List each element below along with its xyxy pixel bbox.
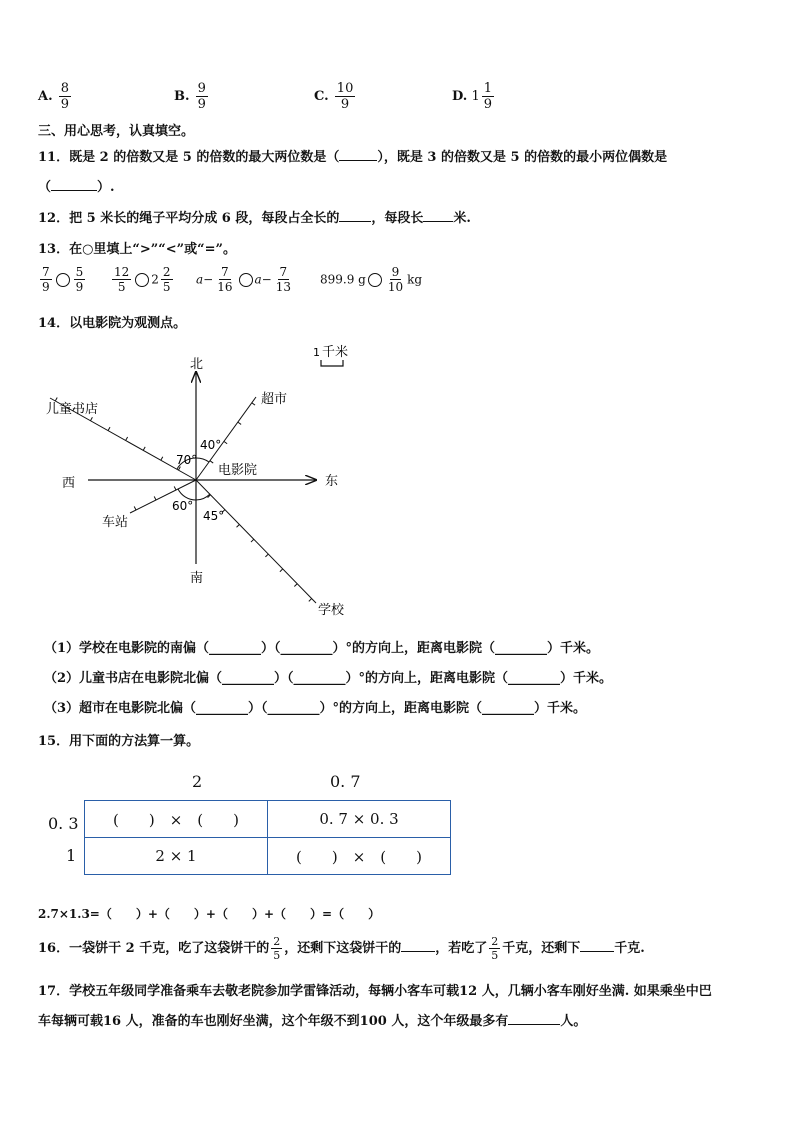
fraction: $\frac{8}{9}$ [60,81,70,112]
ray-tick [55,397,57,400]
q13-expr-2: $\frac{12}{5}$ 2 $\frac{2}{5}$ [114,265,171,294]
grid-cell: 0. 7 × 0. 3 [268,801,451,838]
grid-cell: 2 × 1 [85,838,268,875]
question-11-line1: 11．既是 2 的倍数又是 5 的倍数的最大两位数是（ ），既是 3 的倍数又是 5 的倍数的最小两位偶数是 [38,150,668,165]
q13-expr-4: 899.9 g $\frac{9}{10}$ kg [320,265,423,294]
ray-tick [265,554,268,557]
q13-expr-1: $\frac{7}{9}$ $\frac{5}{9}$ [42,265,84,294]
q14-sub-2: （2）儿童书店在电影院北偏（________）（________）°的方向上，距离电影院（________）千米。 [44,671,613,686]
label-center: 电影院 [218,463,258,478]
question-12: 12．把 5 米长的绳子平均分成 6 段，每段占全长的 ，每段长 米. [38,211,471,226]
ray-tick [238,422,241,424]
ray-tick [108,427,110,430]
q14-sub-1: （1）学校在电影院的南偏（________）（________）°的方向上，距离电影院（________）千米。 [44,641,600,656]
label-east: 东 [325,474,339,489]
grid-cell[interactable]: ( ) × ( ) [85,801,268,838]
question-17-line2: 车每辆可载16 人，准备的车也刚好坐满，这个年级不到100 人，这个年级最多有 人。 [38,1014,587,1029]
option-label: C. [314,89,329,104]
option-label: A. [38,89,53,104]
label-school: 学校 [318,603,345,618]
ray-tick [237,524,240,527]
question-16: 16．一袋饼干 2 千克，吃了这袋饼干的 $\frac{2}{5}$ ，还剩下这袋饼干的 ，若吃了 $\frac{2}{5}$ 千克，还剩下 千克. [38,935,645,962]
label-supermarket: 超市 [261,392,288,407]
question-11-line2: （ ）. [38,180,115,195]
ray-school [196,480,316,603]
answer-blank[interactable] [580,951,614,952]
whole-part: 1 [471,89,480,104]
grid-cell[interactable]: ( ) × ( ) [268,838,451,875]
ray-tick [161,457,163,460]
question-13-title: 13．在○里填上“>”“<”或“=”。 [38,242,236,257]
label-angle-45: 45° [203,509,225,523]
ray-tick [251,539,254,542]
angle-arc-40 [196,458,209,462]
q14-sub-3: （3）超市在电影院北偏（________）（________）°的方向上，距离电影院（________）千米。 [44,701,587,716]
scale-unit: 千米 [322,345,349,360]
label-bookstore: 儿童书店 [46,402,99,417]
ray-tick [90,417,92,420]
scale-bar [321,360,343,366]
label-angle-70: 70° [176,453,198,467]
fraction: $\frac{1}{9}$ [483,81,493,112]
ray-tick [252,403,255,405]
ray-tick [210,461,213,463]
ray-tick [280,569,283,572]
ray-tick [154,496,156,500]
q15-equation: 2.7×1.3=（ ）+（ ）+（ ）+（ ）=（ ） [38,907,381,921]
ray-tick [134,506,136,510]
fraction: $\frac{10}{9}$ [336,81,354,112]
multiplication-grid [84,800,451,875]
row-header-1: 0. 3 [48,814,79,833]
question-17-line1: 17．学校五年级同学准备乘车去敬老院参加学雷锋活动，每辆小客车可载12 人，几辆小客车刚好坐满. 如果乘坐中巴 [38,984,712,999]
row-header-2: 1 [66,846,77,865]
question-14-title: 14．以电影院为观测点。 [38,316,187,331]
ray-tick [126,437,128,440]
ray-tick [309,599,312,602]
column-header-1: 2 [192,772,203,791]
label-south: 南 [190,571,204,586]
fraction: $\frac{9}{9}$ [197,81,206,112]
label-angle-60: 60° [172,499,194,513]
label-station: 车站 [102,515,129,530]
ray-tick [143,447,145,450]
label-angle-40: 40° [200,438,222,452]
option-label: D. [452,89,468,104]
option-label: B. [174,89,190,104]
label-north: 北 [190,357,204,372]
column-header-2: 0. 7 [330,772,361,791]
ray-tick [174,486,176,490]
answer-blank[interactable] [508,1024,560,1025]
answer-blank[interactable] [401,951,435,952]
question-15-title: 15．用下面的方法算一算。 [38,734,200,749]
ray-tick [224,441,227,443]
section-title: 三、用心思考，认真填空。 [38,124,195,139]
q13-expr-3: a− $\frac{7}{16}$ a− $\frac{7}{13}$ [196,265,291,294]
label-west: 西 [62,476,76,491]
scale-number: 1 [313,346,320,359]
ray-tick [294,584,297,587]
